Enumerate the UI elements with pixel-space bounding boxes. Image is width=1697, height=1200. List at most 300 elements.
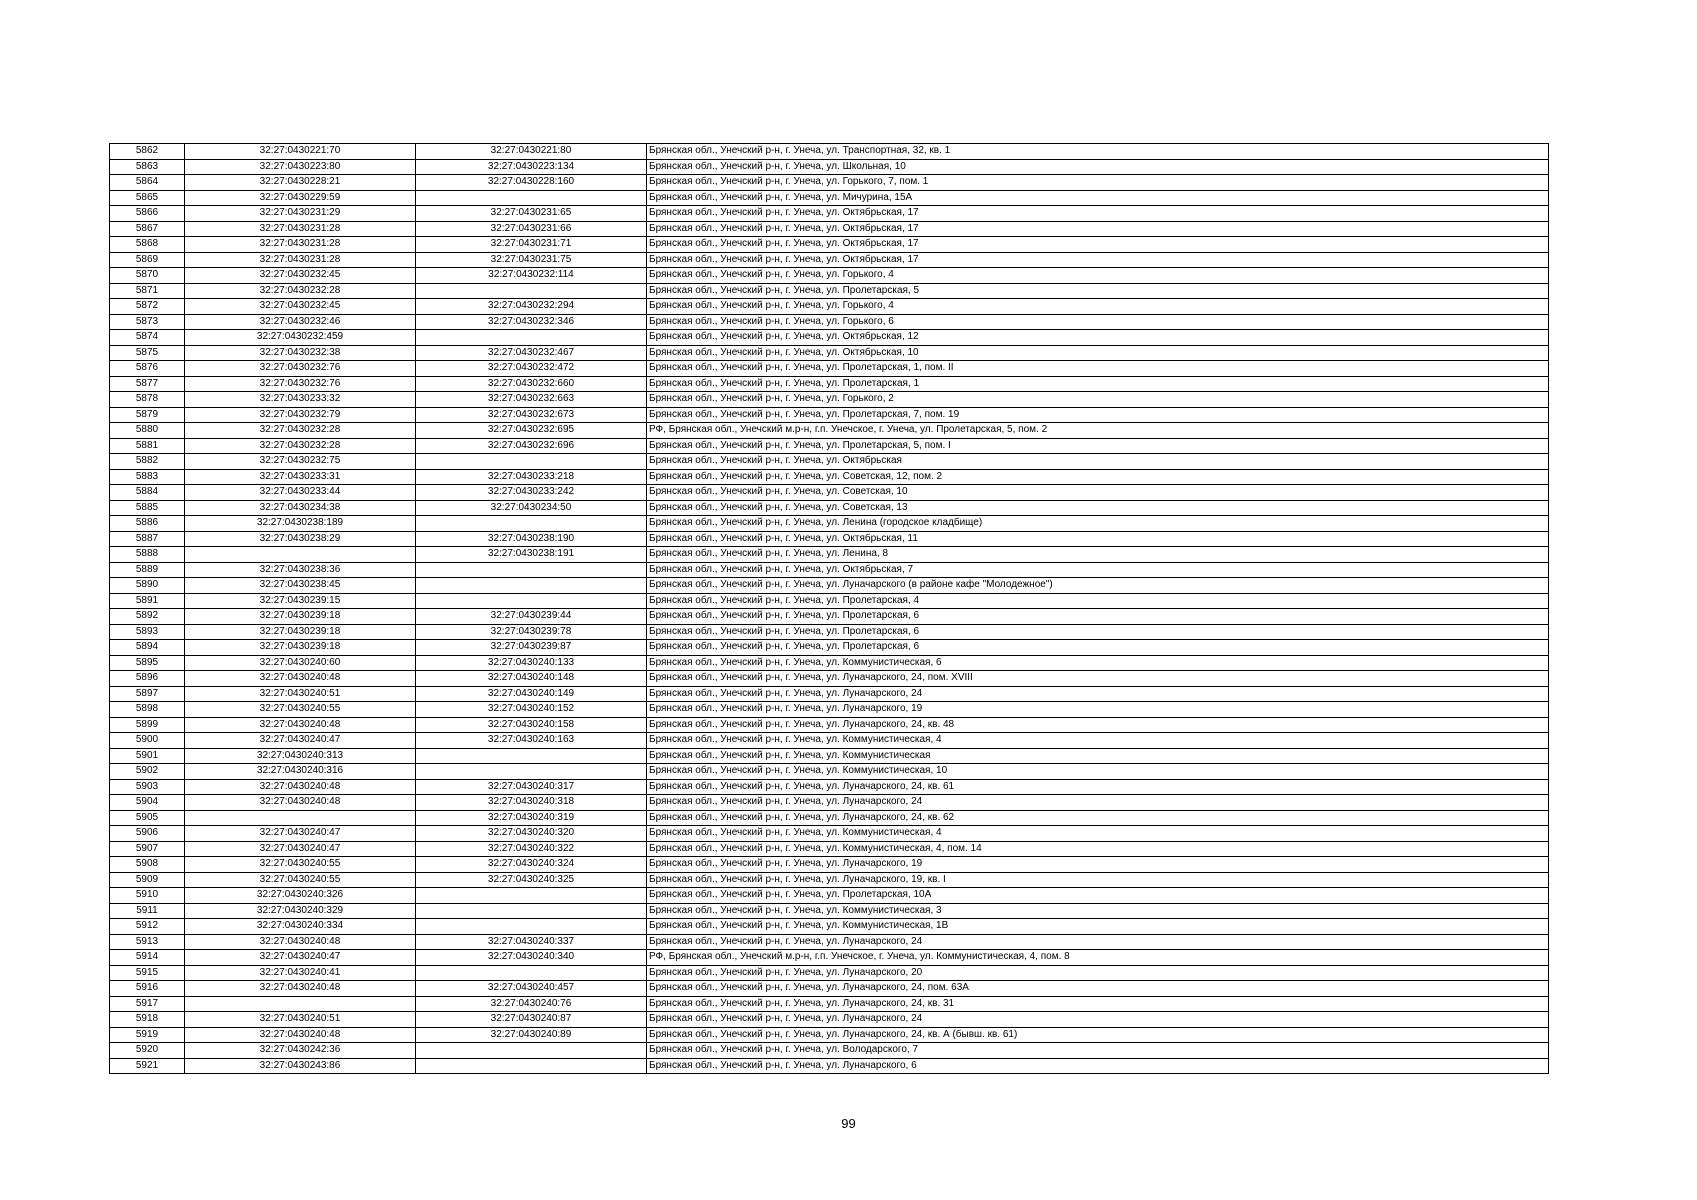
- address-cell: Брянская обл., Унечский р-н, г. Унеча, ул. Пролетарская, 1: [647, 376, 1549, 392]
- related-cadastral-number-cell: [416, 888, 647, 904]
- related-cadastral-number-cell: 32:27:0430231:66: [416, 221, 647, 237]
- row-number-cell: 5904: [110, 795, 185, 811]
- row-number-cell: 5912: [110, 919, 185, 935]
- related-cadastral-number-cell: [416, 578, 647, 594]
- related-cadastral-number-cell: 32:27:0430240:163: [416, 733, 647, 749]
- table-row: [110, 314, 1549, 330]
- cadastral-number-cell: 32:27:0430240:51: [185, 1012, 416, 1028]
- row-number-cell: 5893: [110, 624, 185, 640]
- row-number-cell: 5915: [110, 965, 185, 981]
- cadastral-number-cell: 32:27:0430233:31: [185, 469, 416, 485]
- address-cell: Брянская обл., Унечский р-н, г. Унеча, ул. Горького, 2: [647, 392, 1549, 408]
- row-number-cell: 5901: [110, 748, 185, 764]
- table-row: [110, 764, 1549, 780]
- row-number-cell: 5917: [110, 996, 185, 1012]
- related-cadastral-number-cell: 32:27:0430223:134: [416, 159, 647, 175]
- cadastral-number-cell: [185, 996, 416, 1012]
- address-cell: Брянская обл., Унечский р-н, г. Унеча, ул. Луначарского, 24, кв. 48: [647, 717, 1549, 733]
- address-cell: Брянская обл., Унечский р-н, г. Унеча, ул. Луначарского, 24: [647, 1012, 1549, 1028]
- table-row: [110, 361, 1549, 377]
- table-row: [110, 934, 1549, 950]
- cadastral-number-cell: 32:27:0430232:76: [185, 376, 416, 392]
- related-cadastral-number-cell: [416, 190, 647, 206]
- row-number-cell: 5884: [110, 485, 185, 501]
- table-row: [110, 376, 1549, 392]
- table-row: [110, 686, 1549, 702]
- related-cadastral-number-cell: 32:27:0430239:44: [416, 609, 647, 625]
- table-row: [110, 175, 1549, 191]
- row-number-cell: 5878: [110, 392, 185, 408]
- related-cadastral-number-cell: 32:27:0430240:148: [416, 671, 647, 687]
- related-cadastral-number-cell: [416, 903, 647, 919]
- address-cell: Брянская обл., Унечский р-н, г. Унеча, ул. Луначарского, 24, пом. 63А: [647, 981, 1549, 997]
- cadastral-number-cell: 32:27:0430232:75: [185, 454, 416, 470]
- cadastral-number-cell: 32:27:0430240:48: [185, 779, 416, 795]
- related-cadastral-number-cell: 32:27:0430240:318: [416, 795, 647, 811]
- cadastral-number-cell: 32:27:0430232:79: [185, 407, 416, 423]
- cadastral-number-cell: 32:27:0430232:45: [185, 268, 416, 284]
- table-row: [110, 531, 1549, 547]
- table-row: [110, 671, 1549, 687]
- row-number-cell: 5885: [110, 500, 185, 516]
- cadastral-number-cell: 32:27:0430221:70: [185, 144, 416, 160]
- address-cell: Брянская обл., Унечский р-н, г. Унеча, ул. Луначарского, 24: [647, 686, 1549, 702]
- table-row: [110, 981, 1549, 997]
- row-number-cell: 5870: [110, 268, 185, 284]
- row-number-cell: 5886: [110, 516, 185, 532]
- row-number-cell: 5898: [110, 702, 185, 718]
- cadastral-number-cell: 32:27:0430240:48: [185, 671, 416, 687]
- cadastral-number-cell: 32:27:0430240:316: [185, 764, 416, 780]
- cadastral-number-cell: 32:27:0430232:45: [185, 299, 416, 315]
- row-number-cell: 5871: [110, 283, 185, 299]
- row-number-cell: 5868: [110, 237, 185, 253]
- cadastral-number-cell: 32:27:0430238:36: [185, 562, 416, 578]
- related-cadastral-number-cell: 32:27:0430240:340: [416, 950, 647, 966]
- table-row: [110, 252, 1549, 268]
- table-row: [110, 283, 1549, 299]
- address-cell: Брянская обл., Унечский р-н, г. Унеча, ул. Луначарского, 24, пом. XVIII: [647, 671, 1549, 687]
- related-cadastral-number-cell: 32:27:0430240:76: [416, 996, 647, 1012]
- table-row: [110, 640, 1549, 656]
- row-number-cell: 5883: [110, 469, 185, 485]
- row-number-cell: 5896: [110, 671, 185, 687]
- address-cell: Брянская обл., Унечский р-н, г. Унеча, ул. Луначарского, 19: [647, 702, 1549, 718]
- row-number-cell: 5900: [110, 733, 185, 749]
- row-number-cell: 5890: [110, 578, 185, 594]
- table-row: [110, 655, 1549, 671]
- cadastral-number-cell: 32:27:0430243:86: [185, 1058, 416, 1074]
- row-number-cell: 5892: [110, 609, 185, 625]
- row-number-cell: 5862: [110, 144, 185, 160]
- related-cadastral-number-cell: [416, 965, 647, 981]
- address-cell: Брянская обл., Унечский р-н, г. Унеча, ул. Октябрьская, 12: [647, 330, 1549, 346]
- table-row: [110, 733, 1549, 749]
- address-cell: Брянская обл., Унечский р-н, г. Унеча, ул. Горького, 4: [647, 268, 1549, 284]
- related-cadastral-number-cell: 32:27:0430240:87: [416, 1012, 647, 1028]
- table-row: [110, 593, 1549, 609]
- row-number-cell: 5891: [110, 593, 185, 609]
- related-cadastral-number-cell: 32:27:0430240:317: [416, 779, 647, 795]
- related-cadastral-number-cell: 32:27:0430228:160: [416, 175, 647, 191]
- table-row: [110, 299, 1549, 315]
- row-number-cell: 5916: [110, 981, 185, 997]
- table-row: [110, 903, 1549, 919]
- related-cadastral-number-cell: 32:27:0430232:467: [416, 345, 647, 361]
- row-number-cell: 5887: [110, 531, 185, 547]
- row-number-cell: 5905: [110, 810, 185, 826]
- cadastral-number-cell: 32:27:0430242:36: [185, 1043, 416, 1059]
- table-row: [110, 159, 1549, 175]
- related-cadastral-number-cell: [416, 919, 647, 935]
- cadastral-number-cell: 32:27:0430234:38: [185, 500, 416, 516]
- cadastral-number-cell: 32:27:0430240:329: [185, 903, 416, 919]
- row-number-cell: 5911: [110, 903, 185, 919]
- related-cadastral-number-cell: 32:27:0430232:660: [416, 376, 647, 392]
- related-cadastral-number-cell: [416, 454, 647, 470]
- row-number-cell: 5872: [110, 299, 185, 315]
- cadastral-number-cell: 32:27:0430231:28: [185, 221, 416, 237]
- row-number-cell: 5914: [110, 950, 185, 966]
- cadastral-number-cell: 32:27:0430240:41: [185, 965, 416, 981]
- row-number-cell: 5882: [110, 454, 185, 470]
- related-cadastral-number-cell: 32:27:0430239:87: [416, 640, 647, 656]
- related-cadastral-number-cell: 32:27:0430240:457: [416, 981, 647, 997]
- table-row: [110, 779, 1549, 795]
- related-cadastral-number-cell: 32:27:0430240:152: [416, 702, 647, 718]
- address-cell: Брянская обл., Унечский р-н, г. Унеча, ул. Пролетарская, 4: [647, 593, 1549, 609]
- row-number-cell: 5894: [110, 640, 185, 656]
- table-row: [110, 454, 1549, 470]
- row-number-cell: 5880: [110, 423, 185, 439]
- cadastral-number-cell: 32:27:0430239:18: [185, 609, 416, 625]
- cadastral-number-cell: [185, 547, 416, 563]
- related-cadastral-number-cell: 32:27:0430240:149: [416, 686, 647, 702]
- row-number-cell: 5881: [110, 438, 185, 454]
- address-cell: Брянская обл., Унечский р-н, г. Унеча, ул. Луначарского (в районе кафе "Молодежное"): [647, 578, 1549, 594]
- address-cell: Брянская обл., Унечский р-н, г. Унеча, ул. Советская, 13: [647, 500, 1549, 516]
- address-cell: Брянская обл., Унечский р-н, г. Унеча, ул. Луначарского, 19, кв. I: [647, 872, 1549, 888]
- address-cell: РФ, Брянская обл., Унечский м.р-н, г.п. Унечское, г. Унеча, ул. Коммунистическая, 4, пом. 8: [647, 950, 1549, 966]
- address-cell: Брянская обл., Унечский р-н, г. Унеча, ул. Коммунистическая: [647, 748, 1549, 764]
- address-cell: Брянская обл., Унечский р-н, г. Унеча, ул. Пролетарская, 6: [647, 609, 1549, 625]
- related-cadastral-number-cell: [416, 1043, 647, 1059]
- table-row: [110, 423, 1549, 439]
- cadastral-number-cell: 32:27:0430240:313: [185, 748, 416, 764]
- address-cell: Брянская обл., Унечский р-н, г. Унеча, ул. Пролетарская, 6: [647, 640, 1549, 656]
- cadastral-number-cell: 32:27:0430240:334: [185, 919, 416, 935]
- address-cell: Брянская обл., Унечский р-н, г. Унеча, ул. Луначарского, 20: [647, 965, 1549, 981]
- table-row: [110, 841, 1549, 857]
- row-number-cell: 5909: [110, 872, 185, 888]
- table-row: [110, 206, 1549, 222]
- related-cadastral-number-cell: 32:27:0430232:294: [416, 299, 647, 315]
- address-cell: Брянская обл., Унечский р-н, г. Унеча, ул. Луначарского, 24, кв. 61: [647, 779, 1549, 795]
- address-cell: Брянская обл., Унечский р-н, г. Унеча, ул. Советская, 10: [647, 485, 1549, 501]
- cadastral-number-cell: 32:27:0430232:76: [185, 361, 416, 377]
- row-number-cell: 5889: [110, 562, 185, 578]
- registry-table: [109, 143, 1549, 1074]
- cadastral-number-cell: 32:27:0430240:47: [185, 826, 416, 842]
- related-cadastral-number-cell: 32:27:0430240:324: [416, 857, 647, 873]
- cadastral-number-cell: 32:27:0430240:326: [185, 888, 416, 904]
- related-cadastral-number-cell: 32:27:0430231:71: [416, 237, 647, 253]
- address-cell: Брянская обл., Унечский р-н, г. Унеча, ул. Коммунистическая, 1В: [647, 919, 1549, 935]
- cadastral-number-cell: 32:27:0430240:48: [185, 795, 416, 811]
- address-cell: Брянская обл., Унечский р-н, г. Унеча, ул. Пролетарская, 10А: [647, 888, 1549, 904]
- cadastral-number-cell: 32:27:0430240:48: [185, 1027, 416, 1043]
- row-number-cell: 5902: [110, 764, 185, 780]
- address-cell: Брянская обл., Унечский р-н, г. Унеча, ул. Октябрьская, 17: [647, 221, 1549, 237]
- address-cell: Брянская обл., Унечский р-н, г. Унеча, ул. Октябрьская, 17: [647, 252, 1549, 268]
- address-cell: Брянская обл., Унечский р-н, г. Унеча, ул. Луначарского, 24, кв. 62: [647, 810, 1549, 826]
- related-cadastral-number-cell: 32:27:0430233:242: [416, 485, 647, 501]
- address-cell: Брянская обл., Унечский р-н, г. Унеча, ул. Октябрьская, 7: [647, 562, 1549, 578]
- table-row: [110, 221, 1549, 237]
- related-cadastral-number-cell: 32:27:0430231:65: [416, 206, 647, 222]
- table-row: [110, 950, 1549, 966]
- related-cadastral-number-cell: [416, 283, 647, 299]
- table-row: [110, 438, 1549, 454]
- related-cadastral-number-cell: 32:27:0430234:50: [416, 500, 647, 516]
- cadastral-number-cell: 32:27:0430240:47: [185, 950, 416, 966]
- related-cadastral-number-cell: 32:27:0430232:663: [416, 392, 647, 408]
- address-cell: Брянская обл., Унечский р-н, г. Унеча, ул. Коммунистическая, 6: [647, 655, 1549, 671]
- related-cadastral-number-cell: [416, 764, 647, 780]
- table-row: [110, 888, 1549, 904]
- table-row: [110, 547, 1549, 563]
- cadastral-number-cell: 32:27:0430240:48: [185, 717, 416, 733]
- table-row: [110, 500, 1549, 516]
- address-cell: Брянская обл., Унечский р-н, г. Унеча, ул. Пролетарская, 7, пом. 19: [647, 407, 1549, 423]
- table-row: [110, 1012, 1549, 1028]
- row-number-cell: 5888: [110, 547, 185, 563]
- cadastral-number-cell: 32:27:0430232:38: [185, 345, 416, 361]
- cadastral-number-cell: 32:27:0430231:28: [185, 252, 416, 268]
- related-cadastral-number-cell: 32:27:0430232:346: [416, 314, 647, 330]
- address-cell: Брянская обл., Унечский р-н, г. Унеча, ул. Горького, 4: [647, 299, 1549, 315]
- row-number-cell: 5910: [110, 888, 185, 904]
- cadastral-number-cell: [185, 810, 416, 826]
- table-row: [110, 237, 1549, 253]
- table-row: [110, 810, 1549, 826]
- address-cell: Брянская обл., Унечский р-н, г. Унеча, ул. Коммунистическая, 4: [647, 733, 1549, 749]
- address-cell: Брянская обл., Унечский р-н, г. Унеча, ул. Луначарского, 19: [647, 857, 1549, 873]
- table-row: [110, 1058, 1549, 1074]
- cadastral-number-cell: 32:27:0430240:55: [185, 857, 416, 873]
- related-cadastral-number-cell: 32:27:0430240:337: [416, 934, 647, 950]
- row-number-cell: 5873: [110, 314, 185, 330]
- cadastral-number-cell: 32:27:0430240:47: [185, 841, 416, 857]
- address-cell: Брянская обл., Унечский р-н, г. Унеча, ул. Пролетарская, 5, пом. I: [647, 438, 1549, 454]
- address-cell: Брянская обл., Унечский р-н, г. Унеча, ул. Ленина, 8: [647, 547, 1549, 563]
- table-row: [110, 857, 1549, 873]
- address-cell: Брянская обл., Унечский р-н, г. Унеча, ул. Горького, 7, пом. 1: [647, 175, 1549, 191]
- table-row: [110, 516, 1549, 532]
- cadastral-number-cell: 32:27:0430240:60: [185, 655, 416, 671]
- row-number-cell: 5867: [110, 221, 185, 237]
- table-row: [110, 609, 1549, 625]
- address-cell: Брянская обл., Унечский р-н, г. Унеча, ул. Мичурина, 15А: [647, 190, 1549, 206]
- cadastral-number-cell: 32:27:0430239:18: [185, 640, 416, 656]
- address-cell: Брянская обл., Унечский р-н, г. Унеча, ул. Пролетарская, 6: [647, 624, 1549, 640]
- related-cadastral-number-cell: 32:27:0430232:695: [416, 423, 647, 439]
- table-row: [110, 872, 1549, 888]
- related-cadastral-number-cell: 32:27:0430221:80: [416, 144, 647, 160]
- cadastral-number-cell: 32:27:0430231:29: [185, 206, 416, 222]
- related-cadastral-number-cell: 32:27:0430232:673: [416, 407, 647, 423]
- row-number-cell: 5908: [110, 857, 185, 873]
- cadastral-number-cell: 32:27:0430233:44: [185, 485, 416, 501]
- table-row: [110, 469, 1549, 485]
- cadastral-number-cell: 32:27:0430240:55: [185, 872, 416, 888]
- row-number-cell: 5864: [110, 175, 185, 191]
- row-number-cell: 5863: [110, 159, 185, 175]
- table-row: [110, 795, 1549, 811]
- related-cadastral-number-cell: [416, 1058, 647, 1074]
- cadastral-number-cell: 32:27:0430223:80: [185, 159, 416, 175]
- row-number-cell: 5919: [110, 1027, 185, 1043]
- table-row: [110, 268, 1549, 284]
- cadastral-number-cell: 32:27:0430232:28: [185, 423, 416, 439]
- table-row: [110, 562, 1549, 578]
- address-cell: Брянская обл., Унечский р-н, г. Унеча, ул. Октябрьская, 17: [647, 206, 1549, 222]
- row-number-cell: 5875: [110, 345, 185, 361]
- address-cell: Брянская обл., Унечский р-н, г. Унеча, ул. Луначарского, 24, кв. 31: [647, 996, 1549, 1012]
- cadastral-number-cell: 32:27:0430229:59: [185, 190, 416, 206]
- related-cadastral-number-cell: [416, 593, 647, 609]
- row-number-cell: 5879: [110, 407, 185, 423]
- table-row: [110, 190, 1549, 206]
- cadastral-number-cell: 32:27:0430240:47: [185, 733, 416, 749]
- related-cadastral-number-cell: 32:27:0430239:78: [416, 624, 647, 640]
- row-number-cell: 5913: [110, 934, 185, 950]
- related-cadastral-number-cell: 32:27:0430238:190: [416, 531, 647, 547]
- row-number-cell: 5895: [110, 655, 185, 671]
- table-row: [110, 996, 1549, 1012]
- address-cell: Брянская обл., Унечский р-н, г. Унеча, ул. Ленина (городское кладбище): [647, 516, 1549, 532]
- related-cadastral-number-cell: 32:27:0430240:89: [416, 1027, 647, 1043]
- row-number-cell: 5865: [110, 190, 185, 206]
- cadastral-number-cell: 32:27:0430231:28: [185, 237, 416, 253]
- cadastral-number-cell: 32:27:0430228:21: [185, 175, 416, 191]
- row-number-cell: 5874: [110, 330, 185, 346]
- table-row: [110, 965, 1549, 981]
- address-cell: Брянская обл., Унечский р-н, г. Унеча, ул. Коммунистическая, 3: [647, 903, 1549, 919]
- table-row: [110, 919, 1549, 935]
- address-cell: Брянская обл., Унечский р-н, г. Унеча, ул. Коммунистическая, 4: [647, 826, 1549, 842]
- related-cadastral-number-cell: 32:27:0430233:218: [416, 469, 647, 485]
- page-number: 99: [841, 1116, 856, 1131]
- address-cell: Брянская обл., Унечский р-н, г. Унеча, ул. Луначарского, 24: [647, 795, 1549, 811]
- address-cell: Брянская обл., Унечский р-н, г. Унеча, ул. Луначарского, 24: [647, 934, 1549, 950]
- related-cadastral-number-cell: 32:27:0430238:191: [416, 547, 647, 563]
- related-cadastral-number-cell: 32:27:0430240:320: [416, 826, 647, 842]
- related-cadastral-number-cell: 32:27:0430240:158: [416, 717, 647, 733]
- row-number-cell: 5897: [110, 686, 185, 702]
- address-cell: Брянская обл., Унечский р-н, г. Унеча, ул. Советская, 12, пом. 2: [647, 469, 1549, 485]
- row-number-cell: 5876: [110, 361, 185, 377]
- address-cell: Брянская обл., Унечский р-н, г. Унеча, ул. Октябрьская, 10: [647, 345, 1549, 361]
- related-cadastral-number-cell: 32:27:0430240:319: [416, 810, 647, 826]
- related-cadastral-number-cell: 32:27:0430240:325: [416, 872, 647, 888]
- address-cell: Брянская обл., Унечский р-н, г. Унеча, ул. Транспортная, 32, кв. 1: [647, 144, 1549, 160]
- cadastral-number-cell: 32:27:0430238:189: [185, 516, 416, 532]
- address-cell: РФ, Брянская обл., Унечский м.р-н, г.п. Унечское, г. Унеча, ул. Пролетарская, 5, пом. 2: [647, 423, 1549, 439]
- address-cell: Брянская обл., Унечский р-н, г. Унеча, ул. Коммунистическая, 10: [647, 764, 1549, 780]
- table-row: [110, 826, 1549, 842]
- cadastral-number-cell: 32:27:0430239:15: [185, 593, 416, 609]
- address-cell: Брянская обл., Унечский р-н, г. Унеча, ул. Коммунистическая, 4, пом. 14: [647, 841, 1549, 857]
- cadastral-number-cell: 32:27:0430232:46: [185, 314, 416, 330]
- address-cell: Брянская обл., Унечский р-н, г. Унеча, ул. Пролетарская, 5: [647, 283, 1549, 299]
- row-number-cell: 5877: [110, 376, 185, 392]
- related-cadastral-number-cell: 32:27:0430231:75: [416, 252, 647, 268]
- cadastral-number-cell: 32:27:0430240:51: [185, 686, 416, 702]
- cadastral-number-cell: 32:27:0430232:28: [185, 438, 416, 454]
- address-cell: Брянская обл., Унечский р-н, г. Унеча, ул. Школьная, 10: [647, 159, 1549, 175]
- cadastral-number-cell: 32:27:0430238:29: [185, 531, 416, 547]
- address-cell: Брянская обл., Унечский р-н, г. Унеча, ул. Володарского, 7: [647, 1043, 1549, 1059]
- address-cell: Брянская обл., Унечский р-н, г. Унеча, ул. Горького, 6: [647, 314, 1549, 330]
- table-row: [110, 578, 1549, 594]
- table-row: [110, 717, 1549, 733]
- related-cadastral-number-cell: 32:27:0430240:133: [416, 655, 647, 671]
- cadastral-number-cell: 32:27:0430232:28: [185, 283, 416, 299]
- row-number-cell: 5899: [110, 717, 185, 733]
- table-row: [110, 345, 1549, 361]
- table-row: [110, 624, 1549, 640]
- registry-table-body: [110, 144, 1549, 1074]
- row-number-cell: 5907: [110, 841, 185, 857]
- row-number-cell: 5918: [110, 1012, 185, 1028]
- address-cell: Брянская обл., Унечский р-н, г. Унеча, ул. Пролетарская, 1, пом. II: [647, 361, 1549, 377]
- cadastral-number-cell: 32:27:0430239:18: [185, 624, 416, 640]
- row-number-cell: 5903: [110, 779, 185, 795]
- related-cadastral-number-cell: [416, 748, 647, 764]
- table-row: [110, 485, 1549, 501]
- cadastral-number-cell: 32:27:0430238:45: [185, 578, 416, 594]
- related-cadastral-number-cell: [416, 330, 647, 346]
- table-row: [110, 748, 1549, 764]
- address-cell: Брянская обл., Унечский р-н, г. Унеча, ул. Октябрьская: [647, 454, 1549, 470]
- row-number-cell: 5869: [110, 252, 185, 268]
- row-number-cell: 5921: [110, 1058, 185, 1074]
- related-cadastral-number-cell: 32:27:0430240:322: [416, 841, 647, 857]
- table-row: [110, 330, 1549, 346]
- address-cell: Брянская обл., Унечский р-н, г. Унеча, ул. Октябрьская, 17: [647, 237, 1549, 253]
- cadastral-number-cell: 32:27:0430240:48: [185, 981, 416, 997]
- cadastral-number-cell: 32:27:0430233:32: [185, 392, 416, 408]
- related-cadastral-number-cell: 32:27:0430232:114: [416, 268, 647, 284]
- cadastral-number-cell: 32:27:0430240:55: [185, 702, 416, 718]
- address-cell: Брянская обл., Унечский р-н, г. Унеча, ул. Октябрьская, 11: [647, 531, 1549, 547]
- related-cadastral-number-cell: [416, 516, 647, 532]
- address-cell: Брянская обл., Унечский р-н, г. Унеча, ул. Луначарского, 6: [647, 1058, 1549, 1074]
- table-row: [110, 407, 1549, 423]
- row-number-cell: 5866: [110, 206, 185, 222]
- table-row: [110, 1043, 1549, 1059]
- cadastral-number-cell: 32:27:0430232:459: [185, 330, 416, 346]
- address-cell: Брянская обл., Унечский р-н, г. Унеча, ул. Луначарского, 24, кв. А (бывш. кв. 61): [647, 1027, 1549, 1043]
- table-row: [110, 702, 1549, 718]
- cadastral-number-cell: 32:27:0430240:48: [185, 934, 416, 950]
- table-row: [110, 144, 1549, 160]
- related-cadastral-number-cell: 32:27:0430232:696: [416, 438, 647, 454]
- row-number-cell: 5906: [110, 826, 185, 842]
- related-cadastral-number-cell: [416, 562, 647, 578]
- related-cadastral-number-cell: 32:27:0430232:472: [416, 361, 647, 377]
